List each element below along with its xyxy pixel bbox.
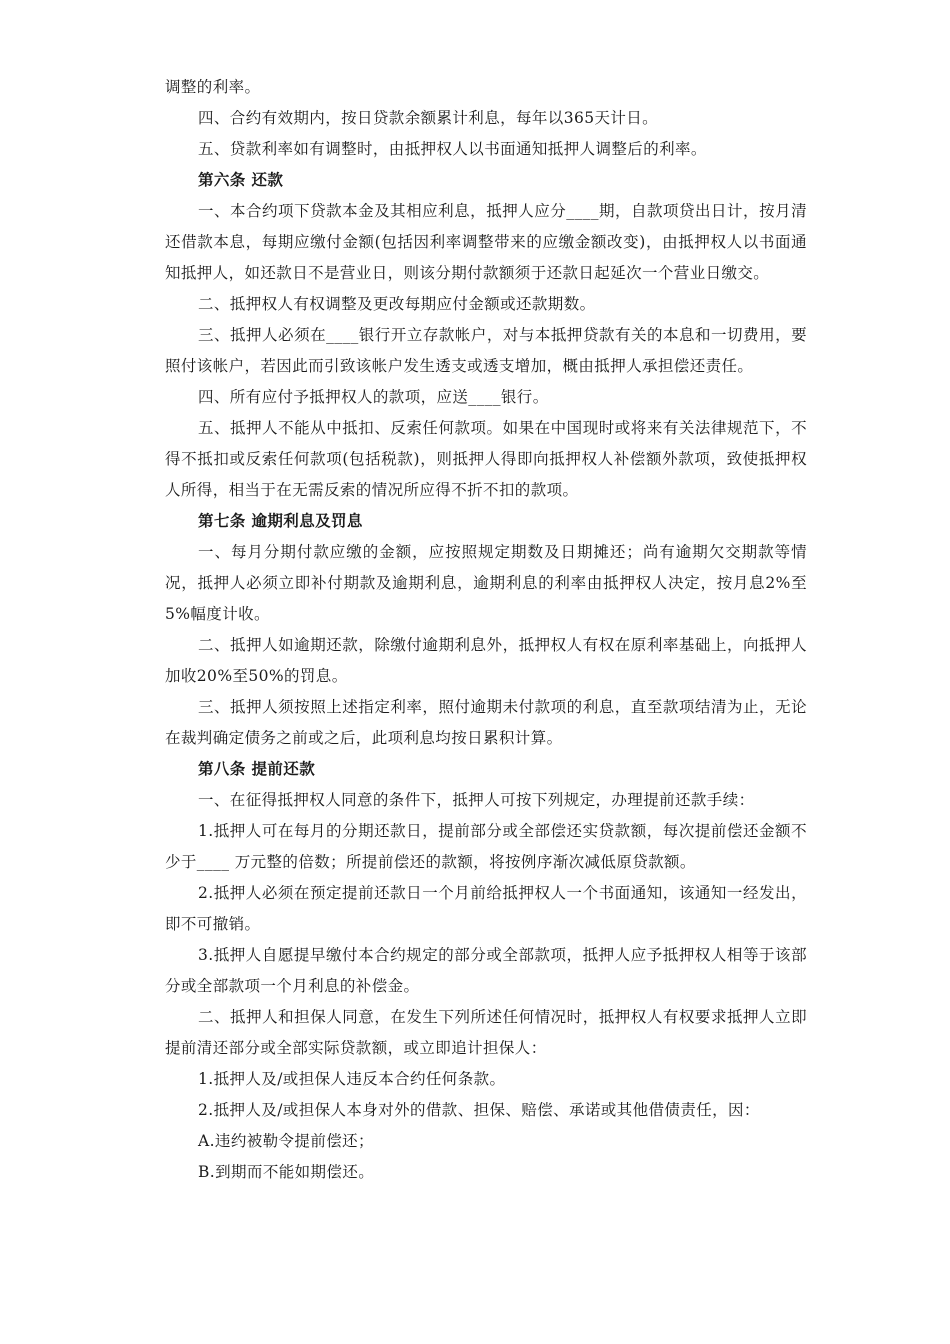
paragraph: 二、抵押人和担保人同意，在发生下列所述任何情况时，抵押权人有权要求抵押人立即提前清还部分或全部实际贷款额，或立即追计担保人： bbox=[165, 1008, 807, 1057]
paragraph: 调整的利率。 bbox=[165, 78, 261, 96]
paragraph: A.违约被勒令提前偿还； bbox=[198, 1132, 374, 1150]
paragraph: 一、每月分期付款应缴的金额，应按照规定期数及日期摊还；尚有逾期欠交期款等情况，抵押人必须立即补付期款及逾期利息，逾期利息的利率由抵押权人决定，按月息2%至5%幅度计收。 bbox=[165, 543, 807, 623]
paragraph: 三、抵押人须按照上述指定利率，照付逾期未付款项的利息，直至款项结清为止，无论在裁判确定债务之前或之后，此项利息均按日累积计算。 bbox=[165, 698, 807, 747]
paragraph: 二、抵押权人有权调整及更改每期应付金额或还款期数。 bbox=[198, 295, 596, 313]
paragraph: 2.抵押人必须在预定提前还款日一个月前给抵押权人一个书面通知，该通知一经发出，即不可撤销。 bbox=[165, 884, 807, 933]
paragraph: 四、所有应付予抵押权人的款项，应送____银行。 bbox=[198, 388, 549, 406]
paragraph: 一、在征得抵押权人同意的条件下，抵押人可按下列规定，办理提前还款手续： bbox=[198, 791, 755, 809]
paragraph: 3.抵押人自愿提早缴付本合约规定的部分或全部款项，抵押人应予抵押权人相等于该部分或全部款项一个月利息的补偿金。 bbox=[165, 946, 807, 995]
paragraph: 1.抵押人可在每月的分期还款日，提前部分或全部偿还实贷款额，每次提前偿还金额不少于____ 万元整的倍数；所提前偿还的款额，将按例序渐次减低原贷款额。 bbox=[165, 822, 807, 871]
document-body bbox=[165, 72, 807, 1188]
paragraph: 三、抵押人必须在____银行开立存款帐户，对与本抵押贷款有关的本息和一切费用，要照付该帐户，若因此而引致该帐户发生透支或透支增加，概由抵押人承担偿还责任。 bbox=[165, 326, 807, 375]
article-6-heading: 第六条 还款 bbox=[198, 171, 284, 189]
paragraph: 一、本合约项下贷款本金及其相应利息，抵押人应分____期，自款项贷出日计，按月清还借款本息，每期应缴付金额(包括因利率调整带来的应缴金额改变)，由抵押权人以书面通知抵押人，如还款日不是营业日，则该分期付款额须于还款日起延次一个营业日缴交。 bbox=[165, 202, 807, 282]
article-8-heading: 第八条 提前还款 bbox=[198, 760, 316, 778]
paragraph: 1.抵押人及/或担保人违反本合约任何条款。 bbox=[198, 1070, 506, 1088]
paragraph: 2.抵押人及/或担保人本身对外的借款、担保、赔偿、承诺或其他借债责任，因： bbox=[198, 1101, 760, 1119]
paragraph: 五、贷款利率如有调整时，由抵押权人以书面通知抵押人调整后的利率。 bbox=[198, 140, 707, 158]
paragraph: B.到期而不能如期偿还。 bbox=[198, 1163, 375, 1181]
article-7-heading: 第七条 逾期利息及罚息 bbox=[198, 512, 363, 530]
paragraph: 五、抵押人不能从中抵扣、反索任何款项。如果在中国现时或将来有关法律规范下，不得不抵扣或反索任何款项(包括税款)，则抵押人得即向抵押权人补偿额外款项，致使抵押权人所得，相当于在无需反索的情况所应得不折不扣的款项。 bbox=[165, 419, 807, 499]
paragraph: 四、合约有效期内，按日贷款余额累计利息，每年以365天计日。 bbox=[198, 109, 659, 127]
paragraph: 二、抵押人如逾期还款，除缴付逾期利息外，抵押权人有权在原利率基础上，向抵押人加收20%至50%的罚息。 bbox=[165, 636, 807, 685]
